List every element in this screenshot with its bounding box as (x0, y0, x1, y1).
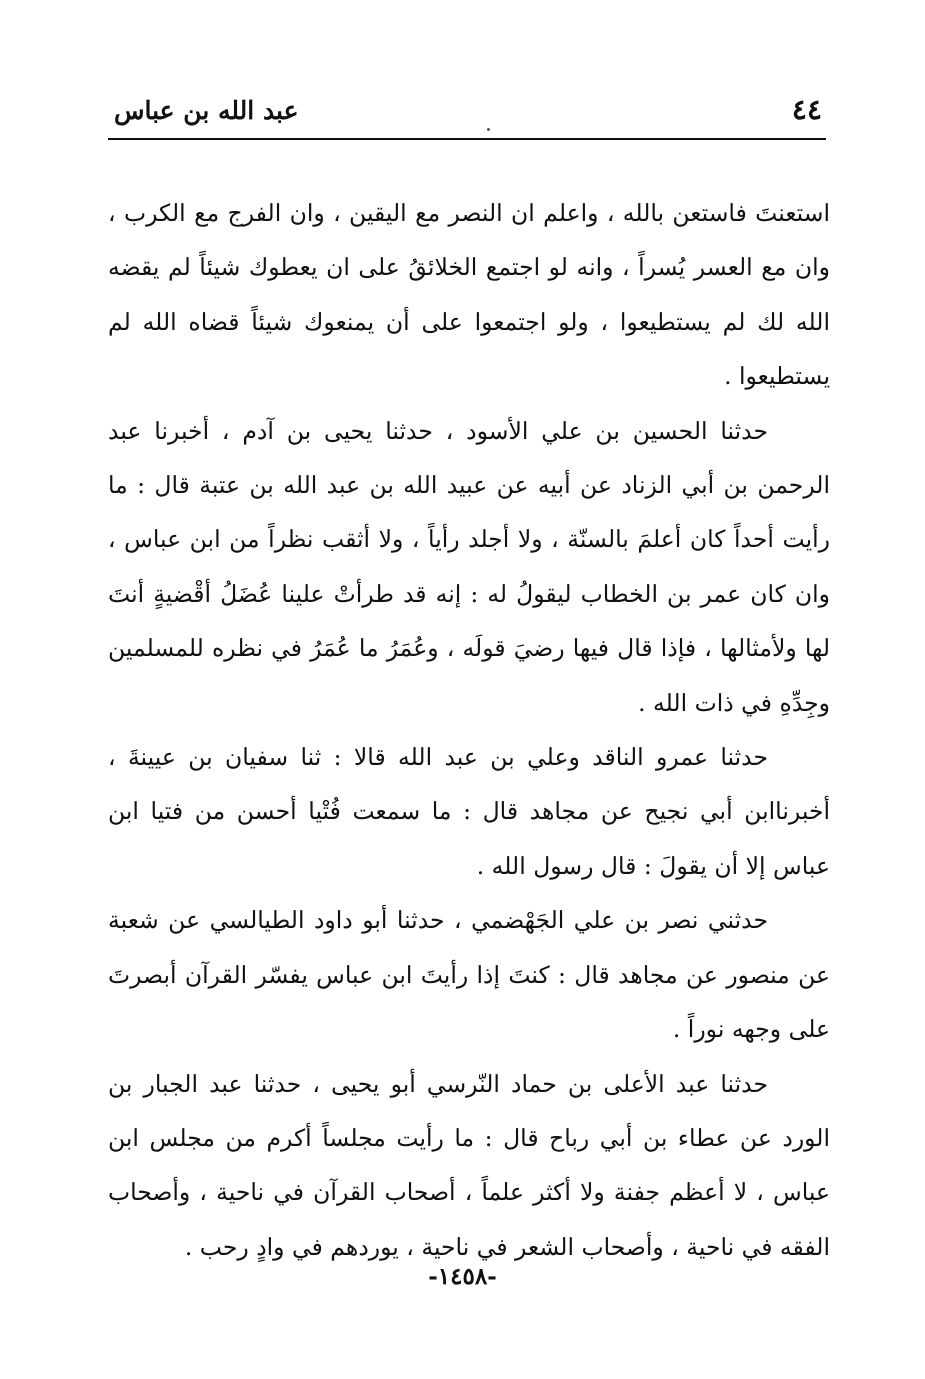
running-header (108, 92, 826, 134)
footer-page-number: -١٤٥٨- (428, 1263, 497, 1290)
paragraph-continuation: استعنتَ فاستعن بالله ، واعلم ان النصر مع اليقين ، وان الفرج مع الكرب ، وان مع العسر يُسراً ، وانه لو اجتمع الخلائقُ على ان يعطوك شيئاً لم يقضه الله لك لم يستطيعوا ، ولو اجتمعوا على أن يمنعوك شيئاً قضاه الله لم يستطيعوا . (108, 199, 830, 391)
paragraph-narration-1: حدثنا الحسين بن علي الأسود ، حدثنا يحيى بن آدم ، أخبرنا عبد الرحمن بن أبي الزناد عن أبيه عن عبيد الله بن عبد الله بن عتبة قال : ما رأيت أحداً كان أعلمَ بالسنّة ، ولا أجلد رأياً ، ولا أثقب نظراً من ابن عباس ، وان كان عمر بن الخطاب ليقولُ له : إنه قد طرأتْ علينا عُضَلُ أقْضيةٍ أنتَ لها ولأمثالها ، فإذا قال فيها رضيَ قولَه ، وعُمَرُ ما عُمَرُ في نظره للمسلمين وجِدِّهِ في ذات الله . (108, 416, 830, 717)
header-page-number: ٤٤ (791, 93, 822, 126)
running-title: عبد الله بن عباس (114, 96, 299, 125)
header-rule (108, 138, 826, 140)
paragraph-narration-4: حدثنا عبد الأعلى بن حماد النّرسي أبو يحيى ، حدثنا عبد الجبار بن الورد عن عطاء بن أبي رباح قال : ما رأيت مجلساً أكرم من مجلس ابن عباس ، لا أعظم جفنة ولا أكثر علماً ، أصحاب القرآن في ناحية ، وأصحاب الفقه في ناحية ، وأصحاب الشعر في ناحية ، يوردهم في وادٍ رحب . (108, 1069, 830, 1261)
scan-speck (487, 128, 490, 131)
paragraph-narration-2: حدثنا عمرو الناقد وعلي بن عبد الله قالا : ثنا سفيان بن عيينةَ ، أخبرناابن أبي نجيح عن مجاهد قال : ما سمعت فُتْيا أحسن من فتيا ابن عباس إلا أن يقولَ : قال رسول الله . (108, 743, 830, 880)
paragraph-narration-3: حدثني نصر بن علي الجَهْضمي ، حدثنا أبو داود الطيالسي عن شعبة عن منصور عن مجاهد قال : كنتَ إذا رأيتَ ابن عباس يفسّر القرآن أبصرتَ على وجهه نوراً . (108, 906, 830, 1044)
main-text (108, 186, 830, 1274)
